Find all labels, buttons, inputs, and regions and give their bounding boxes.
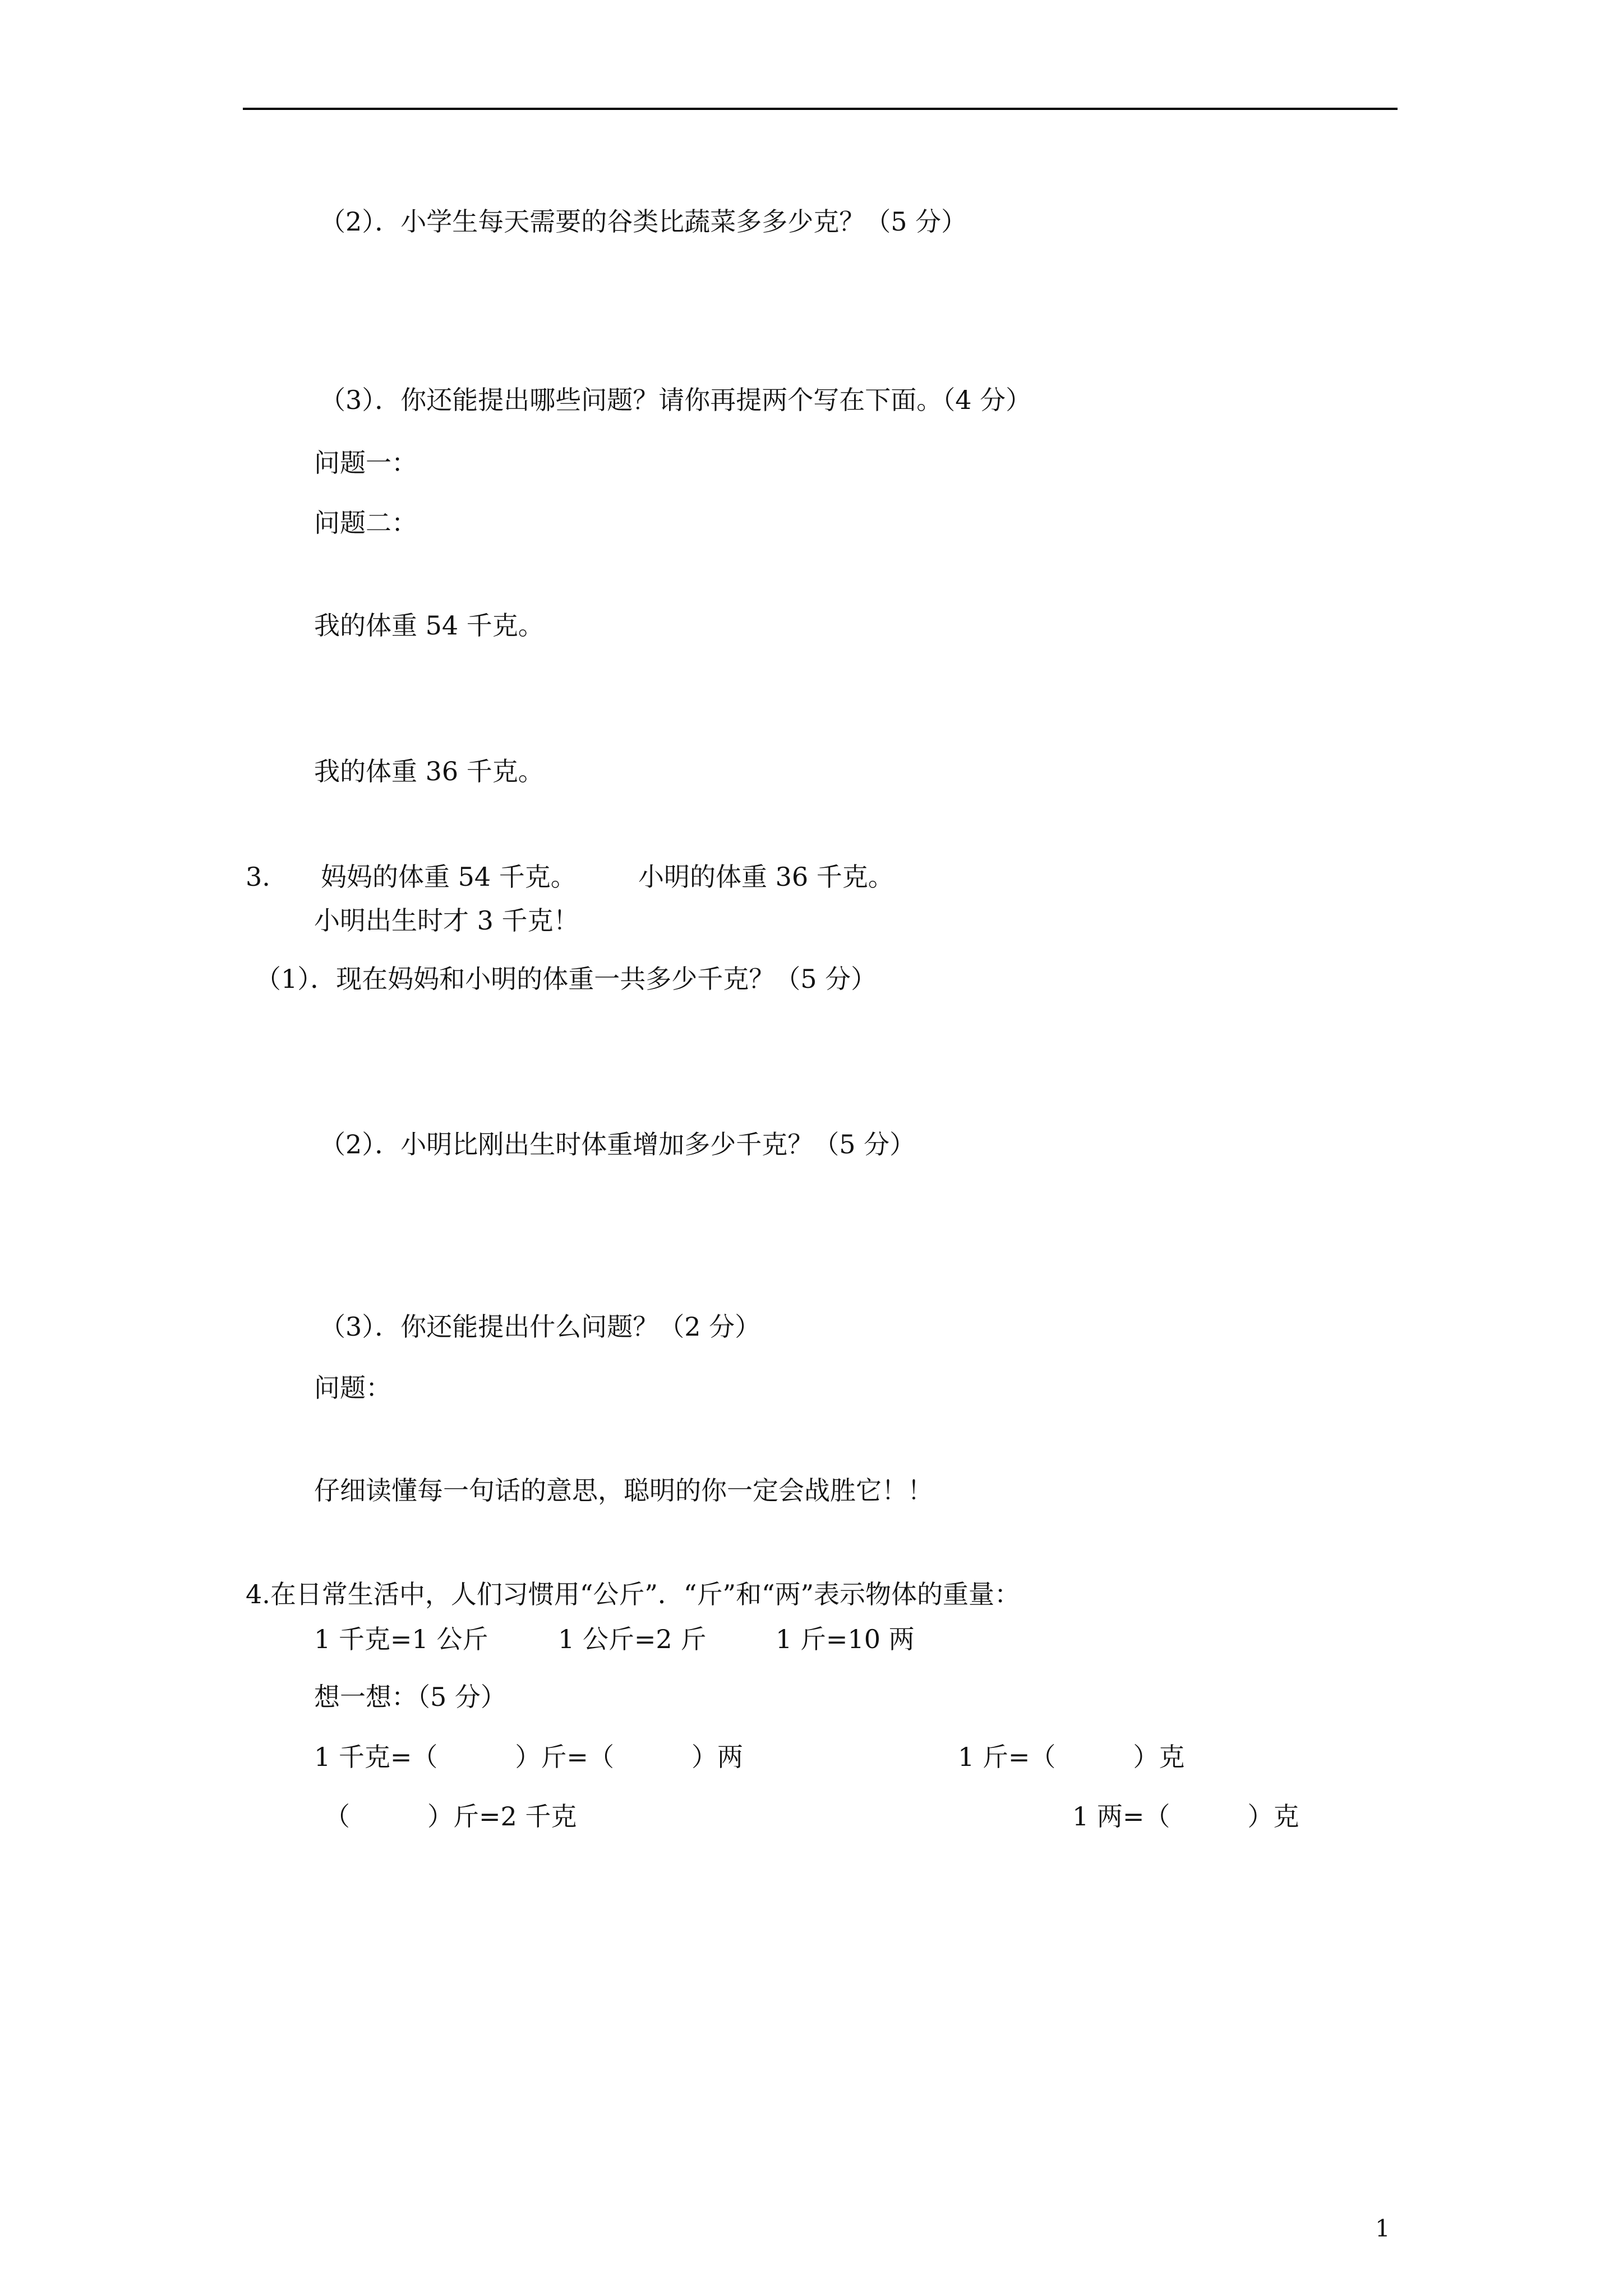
q4-blank-2: 1 斤=（ ）克 bbox=[958, 1742, 1185, 1772]
q3-bubble-xiaoming: 我的体重 36 千克。 bbox=[314, 756, 544, 786]
q3-question-label: 问题： bbox=[314, 1373, 391, 1403]
q4-think-label: 想一想：（5 分） bbox=[314, 1682, 506, 1712]
q3-number: 3. bbox=[246, 862, 270, 892]
q3-xiaoming-weight: 小明的体重 36 千克。 bbox=[638, 862, 894, 892]
q4-blank-1: 1 千克=（ ）斤=（ ）两 bbox=[314, 1742, 743, 1772]
q2-subquestion-2: （2）．小学生每天需要的谷类比蔬菜多多少克？（5 分） bbox=[320, 206, 967, 237]
q2-question-two-label: 问题二： bbox=[314, 508, 417, 538]
q4-intro: 4.在日常生活中，人们习惯用“公斤”．“斤”和“两”表示物体的重量： bbox=[246, 1579, 1020, 1609]
q2-question-one-label: 问题一： bbox=[314, 448, 417, 478]
q3-bubble-mom: 我的体重 54 千克。 bbox=[314, 610, 544, 641]
q2-subquestion-3: （3）．你还能提出哪些问题？请你再提两个写在下面。（4 分） bbox=[320, 385, 1032, 415]
q4-fact-2: 1 公斤=2 斤 bbox=[558, 1624, 707, 1654]
q3-subquestion-1: （1）．现在妈妈和小明的体重一共多少千克？（5 分） bbox=[255, 964, 877, 994]
page-number: 1 bbox=[1375, 2215, 1390, 2242]
header-rule bbox=[243, 108, 1398, 110]
q3-birth-weight: 小明出生时才 3 千克！ bbox=[314, 905, 579, 936]
q4-fact-1: 1 千克=1 公斤 bbox=[314, 1624, 488, 1654]
q3-subquestion-3: （3）．你还能提出什么问题？（2 分） bbox=[320, 1312, 761, 1342]
q3-mom-weight: 妈妈的体重 54 千克。 bbox=[321, 862, 577, 892]
q4-blank-4: 1 两=（ ）克 bbox=[1072, 1801, 1299, 1832]
q4-blank-3: （ ）斤=2 千克 bbox=[324, 1801, 577, 1832]
q3-subquestion-2: （2）．小明比刚出生时体重增加多少千克？（5 分） bbox=[320, 1129, 916, 1159]
q4-fact-3: 1 斤=10 两 bbox=[776, 1624, 915, 1654]
q3-encouragement: 仔细读懂每一句话的意思，聪明的你一定会战胜它！！ bbox=[314, 1475, 933, 1506]
